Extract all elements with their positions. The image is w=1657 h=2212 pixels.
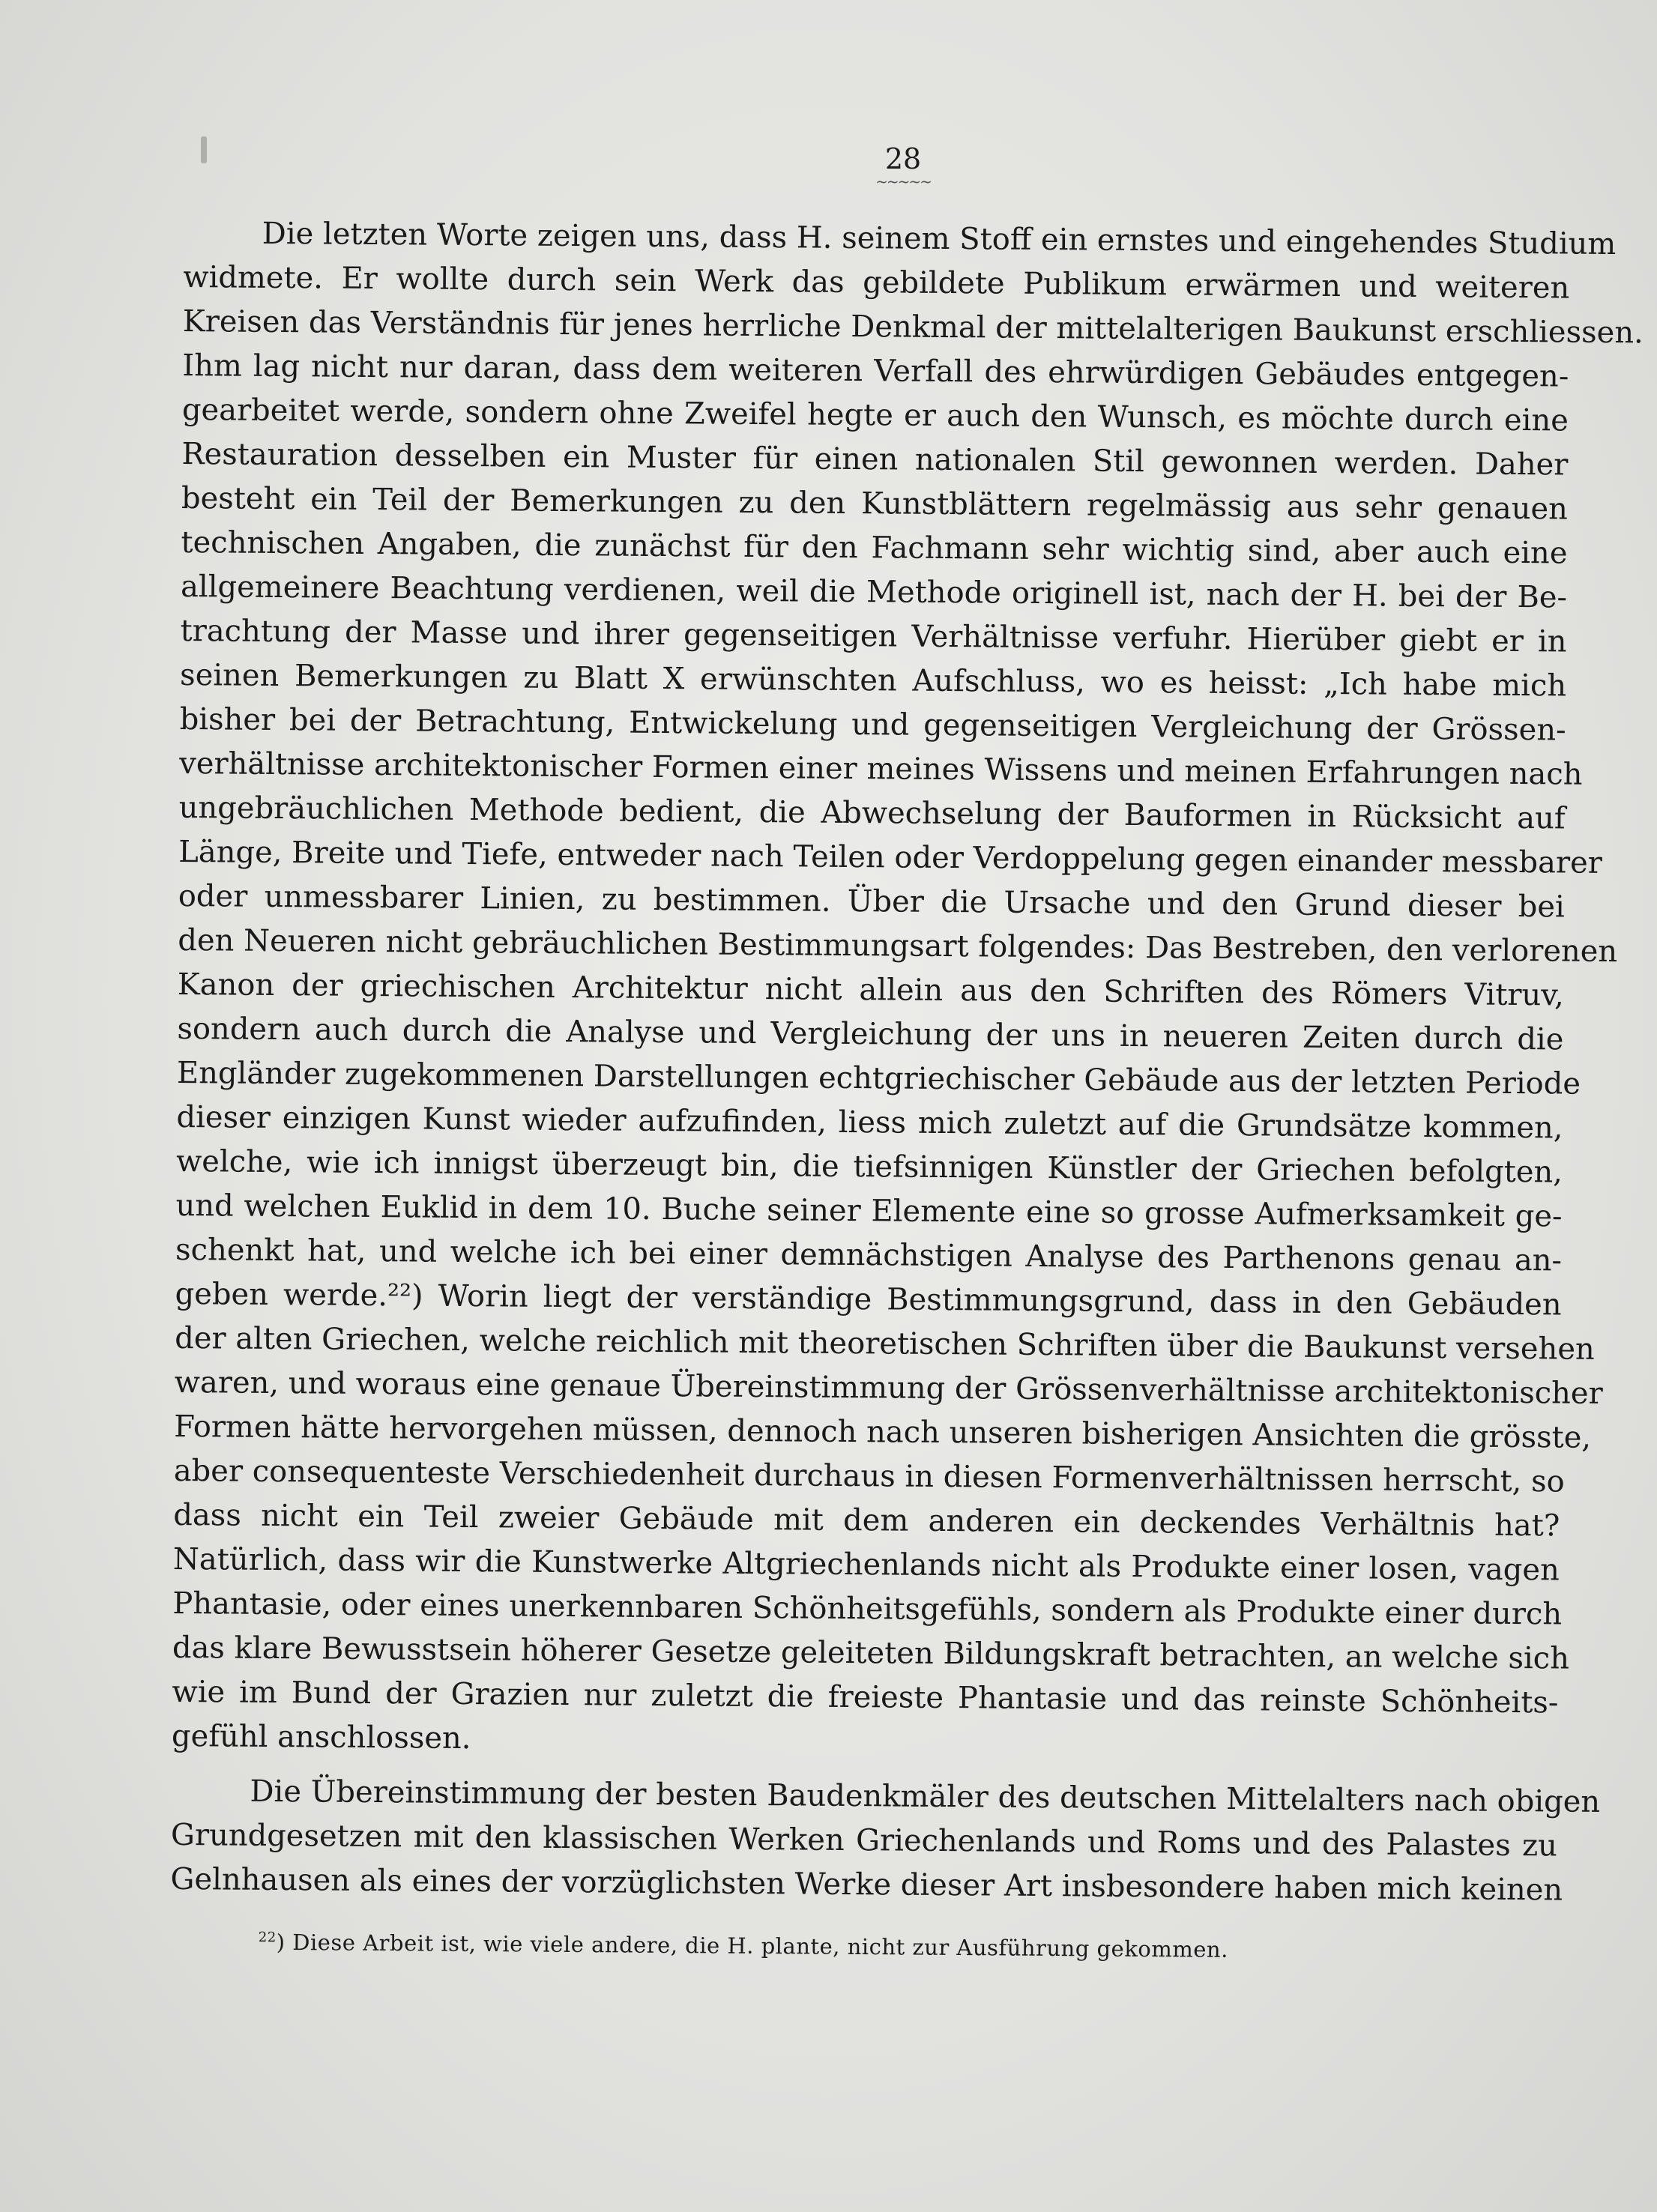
text-line: Gelnhausen als eines der vorzüglichsten Werke dieser Art insbesondere haben mich keinen xyxy=(170,1861,1563,1908)
text-line: Die Übereinstimmung der besten Baudenkmäler des deutschen Mittelalters nach obigen xyxy=(250,1774,1601,1819)
text-line: Formen hätte hervorgehen müssen, dennoch nach unseren bisherigen Ansichten die grösste, xyxy=(174,1409,1592,1455)
text-line: dass nicht ein Teil zweier Gebäude mit dem anderen ein deckendes Verhältnis hat? xyxy=(173,1497,1560,1544)
text-line: oder unmessbarer Linien, zu bestimmen. Über die Ursache und den Grund dieser bei xyxy=(178,878,1565,925)
text-line: geben werde.²²) Worin liegt der verständige Bestimmungsgrund, dass in den Gebäuden xyxy=(175,1276,1562,1323)
text-line: wie im Bund der Grazien nur zuletzt die freieste Phantasie und das reinste Schönheits- xyxy=(172,1674,1559,1720)
text-line: Kanon der griechischen Architektur nicht allein aus den Schriften des Römers Vitruv, xyxy=(177,967,1565,1013)
page-header xyxy=(858,142,948,190)
text-line: schenkt hat, und welche ich bei einer demnächstigen Analyse des Parthenons genau an- xyxy=(175,1232,1563,1278)
text-line: den Neueren nicht gebräuchlichen Bestimmungsart folgendes: Das Bestreben, den verlorenen xyxy=(178,922,1618,970)
text-line: gefühl anschlossen. xyxy=(171,1718,471,1756)
text-line: sondern auch durch die Analyse und Vergleichung der uns in neueren Zeiten durch die xyxy=(177,1011,1564,1057)
text-line: besteht ein Teil der Bemerkungen zu den Kunstblättern regelmässig aus sehr genauen xyxy=(181,480,1569,527)
text-line: Restauration desselben ein Muster für einen nationalen Stil gewonnen werden. Daher xyxy=(181,436,1569,483)
text-line: Länge, Breite und Tiefe, entweder nach Teilen oder Verdoppelung gegen einander messbarer xyxy=(178,834,1603,880)
text-line: Die letzten Worte zeigen uns, dass H. seinem Stoff ein ernstes und eingehendes Studium xyxy=(262,216,1617,262)
paragraph-2 xyxy=(170,1769,1601,1913)
text-line: Ihm lag nicht nur daran, dass dem weiteren Verfall des ehrwürdigen Gebäudes entgegen- xyxy=(182,348,1569,394)
text-line: Engländer zugekommenen Darstellungen echtgriechischer Gebäude aus der letzten Periode xyxy=(176,1055,1581,1102)
paragraph-1 xyxy=(171,211,1644,1769)
footnote-marker: 22 xyxy=(258,1929,277,1946)
page-number: 28 xyxy=(884,142,922,175)
text-line: seinen Bemerkungen zu Blatt X erwünschten Aufschluss, wo es heisst: „Ich habe mich xyxy=(179,657,1567,704)
text-line: und welchen Euklid in dem 10. Buche seiner Elemente eine so grosse Aufmerksamkeit ge- xyxy=(175,1188,1563,1234)
text-line: waren, und woraus eine genaue Übereinstimmung der Grössenverhältnisse architektonischer xyxy=(174,1365,1603,1411)
text-line: ungebräuchlichen Methode bedient, die Abwechselung der Bauformen in Rücksicht auf xyxy=(178,790,1566,836)
text-line: bisher bei der Betrachtung, Entwickelung und gegenseitigen Vergleichung der Grössen- xyxy=(179,701,1566,748)
body-text xyxy=(170,211,1644,1912)
text-line: gearbeitet werde, sondern ohne Zweifel hegte er auch den Wunsch, es möchte durch eine xyxy=(181,392,1569,438)
text-line: technischen Angaben, die zunächst für den Fachmann sehr wichtig sind, aber auch eine xyxy=(181,525,1568,571)
text-line: Phantasie, oder eines unerkennbaren Schönheitsgefühls, sondern als Produkte einer durch xyxy=(172,1586,1563,1632)
text-line: das klare Bewusstsein höherer Gesetze geleiteten Bildungskraft betrachten, an welche sich xyxy=(172,1630,1570,1676)
text-line: widmete. Er wollte durch sein Werk das gebildete Publikum erwärmen und weiteren xyxy=(183,259,1570,306)
text-line: aber consequenteste Verschiedenheit durchaus in diesen Formenverhältnissen herrscht, so xyxy=(173,1453,1565,1499)
footnote-text: ) Diese Arbeit ist, wie viele andere, die H. plante, nicht zur Ausführung gekommen. xyxy=(276,1929,1229,1962)
text-line: verhältnisse architektonischer Formen einer meines Wissens und meinen Erfahrungen nach xyxy=(179,746,1583,792)
page-number-ornament: ~~~~~ xyxy=(875,172,931,190)
text-line: welche, wie ich innigst überzeugt bin, die tiefsinnigen Künstler der Griechen befolgten, xyxy=(175,1143,1563,1190)
text-line: trachtung der Masse und ihrer gegenseitigen Verhältnisse verfuhr. Hierüber giebt er in xyxy=(180,613,1567,659)
footnote xyxy=(259,1923,1308,1965)
text-line: der alten Griechen, welche reichlich mit theoretischen Schriften über die Baukunst versehen xyxy=(175,1320,1595,1367)
text-line: Grundgesetzen mit den klassischen Werken Griechenlands und Roms und des Palastes zu xyxy=(170,1817,1558,1864)
binding-mark xyxy=(201,136,207,163)
text-line: Natürlich, dass wir die Kunstwerke Altgriechenlands nicht als Produkte einer losen, vagen xyxy=(172,1541,1560,1588)
text-line: allgemeinere Beachtung verdienen, weil die Methode originell ist, nach der H. bei der Be- xyxy=(180,569,1568,615)
text-line: dieser einzigen Kunst wieder aufzufinden, liess mich zuletzt auf die Grundsätze kommen, xyxy=(176,1099,1563,1146)
text-line: Kreisen das Verständnis für jenes herrliche Denkmal der mittelalterigen Baukunst erschliessen. xyxy=(182,303,1644,351)
